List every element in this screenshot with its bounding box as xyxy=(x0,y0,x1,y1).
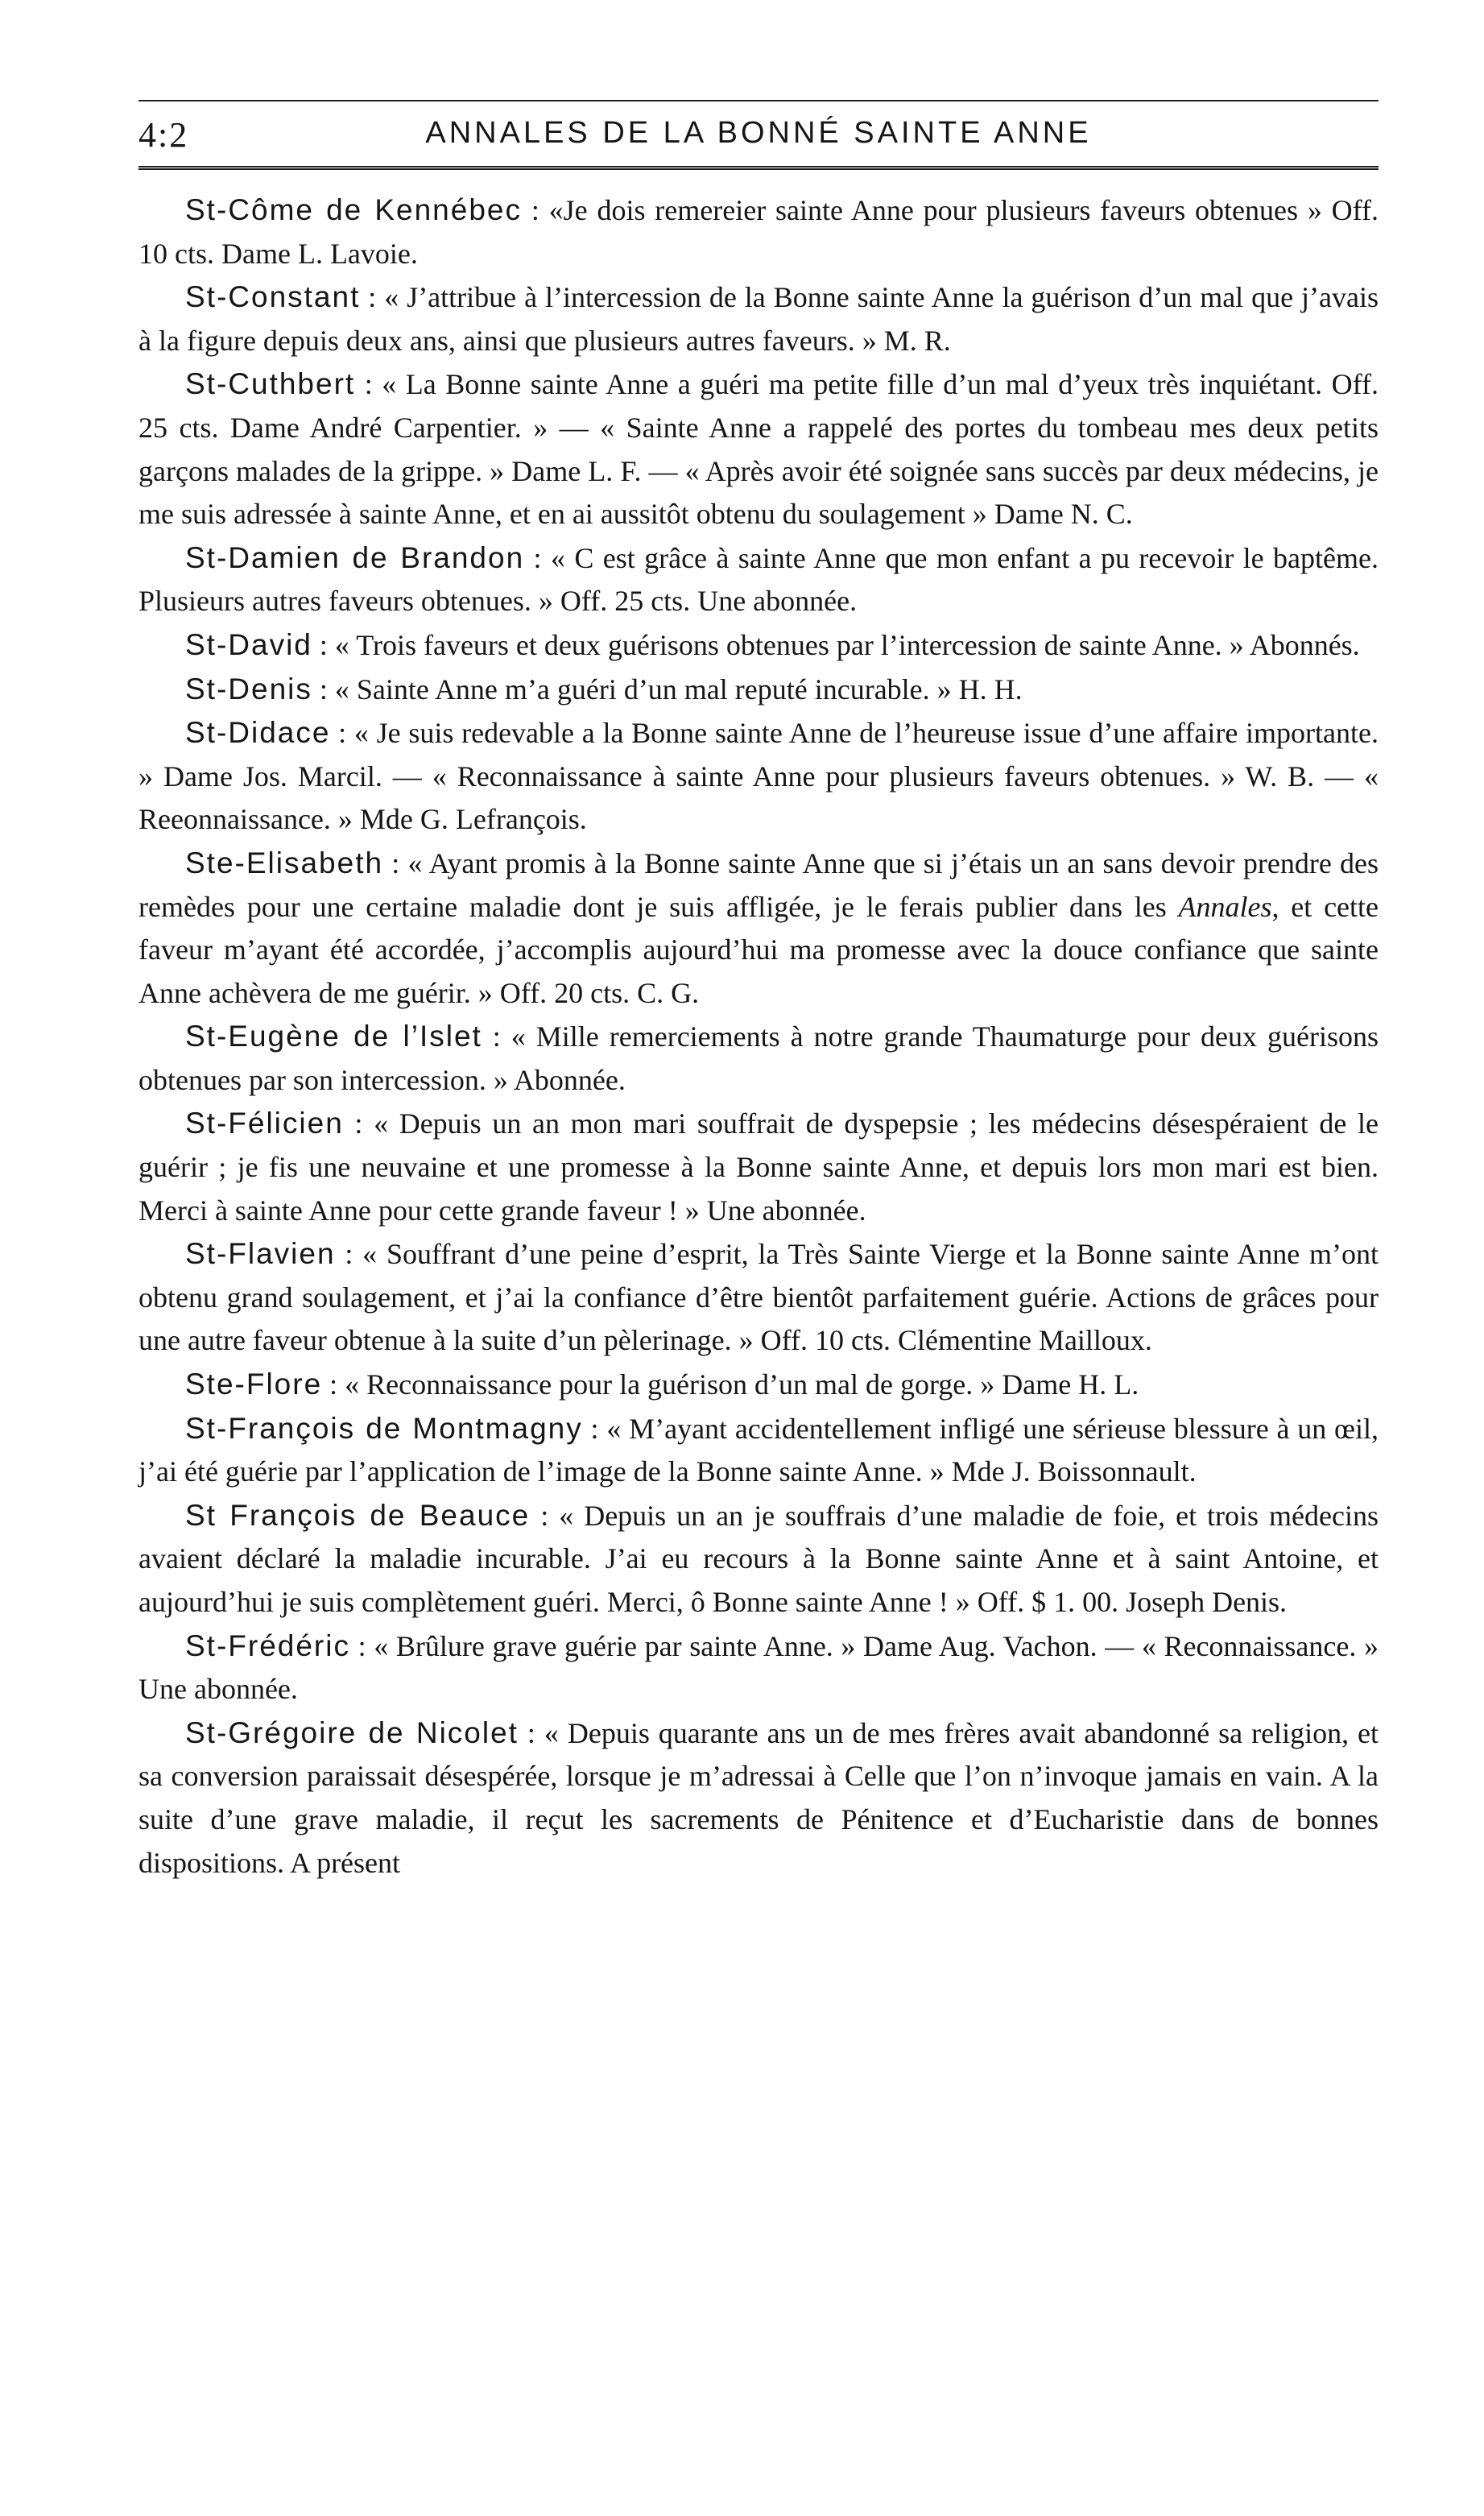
entry-st-come-de-kennebec: St-Côme de Kennébec : «Je dois remereier sainte Anne pour plusieurs faveurs obtenues » Off. 10 cts. Dame L. Lavoie. xyxy=(138,193,1379,270)
header-rule xyxy=(138,100,1379,101)
entry-st-francois-de-montmagny: St-François de Montmagny : « M’ayant accidentellement infligé une sérieuse blessure à un œil, j’ai été guérie par l’application de l’image de la Bonne sainte Anne. » Mde J. Boissonnault. xyxy=(138,1411,1379,1488)
place-name: Ste-Flore xyxy=(185,1368,323,1401)
entry-st-denis: St-Denis : « Sainte Anne m’a guéri d’un mal reputé incurable. » H. H. xyxy=(185,672,1023,706)
entry-text: « Trois faveurs et deux guérisons obtenues par l’intercession de sainte Anne. » Abonnés. xyxy=(334,628,1360,661)
entry-text-italic: Annales xyxy=(1178,890,1272,923)
entry-st-damien-de-brandon: St-Damien de Brandon : « C est grâce à sainte Anne que mon enfant a pu recevoir le baptême. Plusieurs autres faveurs obtenues. » Off. 25 cts. Une abonnée. xyxy=(138,540,1379,618)
entry-st-didace: St-Didace : « Je suis redevable a la Bonne sainte Anne de l’heureuse issue d’une affaire importante. » Dame Jos. Marcil. — « Reconnaissance à sainte Anne pour plusieurs faveurs obtenues. » W. B. — « Reeonnaissance. » Mde G. Lefrançois. xyxy=(138,716,1379,836)
entry-st-cuthbert: St-Cuthbert : « La Bonne sainte Anne a guéri ma petite fille d’un mal d’yeux très inquiétant. Off. 25 cts. Dame André Carpentier. » — « Sainte Anne a rappelé des portes du tombeau mes deux petits garçons malades de la grippe. » Dame L. F. — « Après avoir été soignée sans succès par deux médecins, je me suis adressée à sainte Anne, et en ai aussitôt obtenu du soulagement » Dame N. C. xyxy=(138,367,1379,531)
place-name: St-Didace xyxy=(185,716,331,750)
entry-text: «Je dois remereier sainte Anne pour plusieurs faveurs obtenues » Off. 10 cts. Dame L. Lavoie. xyxy=(138,194,1379,270)
entry-st-gregoire-de-nicolet: St-Grégoire de Nicolet : « Depuis quarante ans un de mes frères avait abandonné sa religion, et sa conversion paraissait désespérée, lorsque je m’adressai à Celle que l’on n’invoque jamais en vain. A la suite d’une grave maladie, il reçut les sacrements de Pénitence et d’Eucharistie dans de bonnes dispositions. A présent xyxy=(138,1715,1379,1879)
entry-text: « Brûlure grave guérie par sainte Anne. » Dame Aug. Vachon. — « Reconnaissance. » Une abonnée. xyxy=(138,1629,1379,1706)
place-name: St-François de Montmagny xyxy=(185,1411,583,1445)
entry-ste-elisabeth: Ste-Elisabeth : « Ayant promis à la Bonne sainte Anne que si j’étais un an sans devoir prendre des remèdes pour une certaine maladie dont je suis affligée, je le ferais publier dans les Annales, et cette faveur m’ayant été accordée, j’accomplis aujourd’hui ma promesse avec la douce confiance que sainte Anne achèvera de me guérir. » Off. 20 cts. C. G. xyxy=(138,846,1379,1009)
page-number: 4:2 xyxy=(138,115,189,155)
place-name: St-Damien de Brandon xyxy=(185,540,525,574)
entry-st-eugene-de-l-islet: St-Eugène de l’Islet : « Mille remerciements à notre grande Thaumaturge pour deux guérisons obtenues par son intercession. » Abonnée. xyxy=(138,1020,1379,1096)
entry-st-david: St-David : « Trois faveurs et deux guérisons obtenues par l’intercession de sainte Anne. » Abonnés. xyxy=(185,627,1360,661)
entry-text: « Ayant promis à la Bonne sainte Anne que si j’étais un an sans devoir prendre des remèdes pour une certaine maladie dont je suis affligée, je le ferais publier dans les xyxy=(138,846,1379,923)
entry-st-flavien: St-Flavien : « Souffrant d’une peine d’esprit, la Très Sainte Vierge et la Bonne sainte Anne m’ont obtenu grand soulagement, et j’ai la confiance d’être bientôt parfaitement guérie. Actions de grâces pour une autre faveur obtenue à la suite d’un pèlerinage. » Off. 10 cts. Clémentine Mailloux. xyxy=(138,1237,1379,1357)
running-header xyxy=(138,103,1379,170)
entry-st-constant: St-Constant : « J’attribue à l’intercession de la Bonne sainte Anne la guérison d’un mal que j’avais à la figure depuis deux ans, ainsi que plusieurs autres faveurs. » M. R. xyxy=(138,280,1379,357)
entry-st-francois-de-beauce: St François de Beauce : « Depuis un an je souffrais d’une maladie de foie, et trois médecins avaient déclaré la maladie incurable. J’ai eu recours à la Bonne sainte Anne et à saint Antoine, et aujourd’hui je suis complètement guéri. Merci, ô Bonne sainte Anne ! » Off. $ 1. 00. Joseph Denis. xyxy=(138,1498,1379,1618)
place-name: St-Grégoire de Nicolet xyxy=(185,1715,519,1749)
entry-text: « Souffrant d’une peine d’esprit, la Très Sainte Vierge et la Bonne sainte Anne m’ont obtenu grand soulagement, et j’ai la confiance d’être bientôt parfaitement guérie. Actions de grâces pour une autre faveur obtenue à la suite d’un pèlerinage. » Off. 10 cts. Clémentine Mailloux. xyxy=(138,1238,1379,1357)
place-name: St-Félicien xyxy=(185,1107,344,1140)
place-name: St-David xyxy=(185,627,312,661)
place-name: St François de Beauce xyxy=(185,1498,531,1532)
entry-text: « Mille remerciements à notre grande Thaumaturge pour deux guérisons obtenues par son intercession. » Abonnée. xyxy=(138,1020,1379,1096)
entry-text: « Sainte Anne m’a guéri d’un mal reputé incurable. » H. H. xyxy=(334,672,1023,706)
place-name: St-Cuthbert xyxy=(185,367,356,401)
entry-text: « Depuis quarante ans un de mes frères avait abandonné sa religion, et sa conversion paraissait désespérée, lorsque je m’adressai à Celle que l’on n’invoque jamais en vain. A la suite d’une grave maladie, il reçut les sacrements de Pénitence et d’Eucharistie dans de bonnes dispositions. A présent xyxy=(138,1716,1379,1879)
place-name: St-Constant xyxy=(185,280,361,314)
entry-st-frederic: St-Frédéric : « Brûlure grave guérie par sainte Anne. » Dame Aug. Vachon. — « Reconnaissance. » Une abonnée. xyxy=(138,1628,1379,1706)
entry-text: « C est grâce à sainte Anne que mon enfant a pu recevoir le baptême. Plusieurs autres faveurs obtenues. » Off. 25 cts. Une abonnée. xyxy=(138,541,1379,618)
place-name: Ste-Elisabeth xyxy=(185,846,384,879)
entry-text: « J’attribue à l’intercession de la Bonne sainte Anne la guérison d’un mal que j’avais à la figure depuis deux ans, ainsi que plusieurs autres faveurs. » M. R. xyxy=(138,281,1379,357)
entry-text: « La Bonne sainte Anne a guéri ma petite fille d’un mal d’yeux très inquiétant. Off. 25 cts. Dame André Carpentier. » — « Sainte Anne a rappelé des portes du tombeau mes deux petits garçons malades de la grippe. » Dame L. F. — « Après avoir été soignée sans succès par deux médecins, je me suis adressée à sainte Anne, et en ai aussitôt obtenu du soulagement » Dame N. C. xyxy=(138,368,1379,531)
running-title: ANNALES DE LA BONNÉ SAINTE ANNE xyxy=(425,116,1092,150)
page-body xyxy=(138,188,1379,1885)
place-name: St-Denis xyxy=(185,672,312,706)
place-name: St-Frédéric xyxy=(185,1628,350,1662)
place-name: St-Côme de Kennébec xyxy=(185,193,522,226)
place-name: St-Flavien xyxy=(185,1237,336,1271)
entry-text: « M’ayant accidentellement infligé une sérieuse blessure à un œil, j’ai été guérie par l’application de l’image de la Bonne sainte Anne. » Mde J. Boissonnault. xyxy=(138,1412,1379,1488)
entry-text: « Depuis un an mon mari souffrait de dyspepsie ; les médecins désespéraient de le guérir ; je fis une neuvaine et une promesse à la Bonne sainte Anne, et depuis lors mon mari est bien. Merci à sainte Anne pour cette grande faveur ! » Une abonnée. xyxy=(138,1107,1379,1227)
place-name: St-Eugène de l’Islet xyxy=(185,1020,482,1053)
entry-text: , et cette faveur m’ayant été accordée, j’accomplis aujourd’hui ma promesse avec la douce confiance que sainte Anne achèvera de me guérir. » Off. 20 cts. C. G. xyxy=(138,890,1379,1009)
entry-st-felicien: St-Félicien : « Depuis un an mon mari souffrait de dyspepsie ; les médecins désespéraient de le guérir ; je fis une neuvaine et une promesse à la Bonne sainte Anne, et depuis lors mon mari est bien. Merci à sainte Anne pour cette grande faveur ! » Une abonnée. xyxy=(138,1107,1379,1227)
entry-ste-flore: Ste-Flore : « Reconnaissance pour la guérison d’un mal de gorge. » Dame H. L. xyxy=(185,1368,1139,1401)
entry-text: « Reconnaissance pour la guérison d’un mal de gorge. » Dame H. L. xyxy=(345,1368,1139,1401)
entry-text: « Depuis un an je souffrais d’une maladie de foie, et trois médecins avaient déclaré la maladie incurable. J’ai eu recours à la Bonne sainte Anne et à saint Antoine, et aujourd’hui je suis complètement guéri. Merci, ô Bonne sainte Anne ! » Off. $ 1. 00. Joseph Denis. xyxy=(138,1499,1379,1618)
entry-text: « Je suis redevable a la Bonne sainte Anne de l’heureuse issue d’une affaire importante. » Dame Jos. Marcil. — « Reconnaissance à sainte Anne pour plusieurs faveurs obtenues. » W. B. — « Reeonnaissance. » Mde G. Lefrançois. xyxy=(138,717,1379,836)
